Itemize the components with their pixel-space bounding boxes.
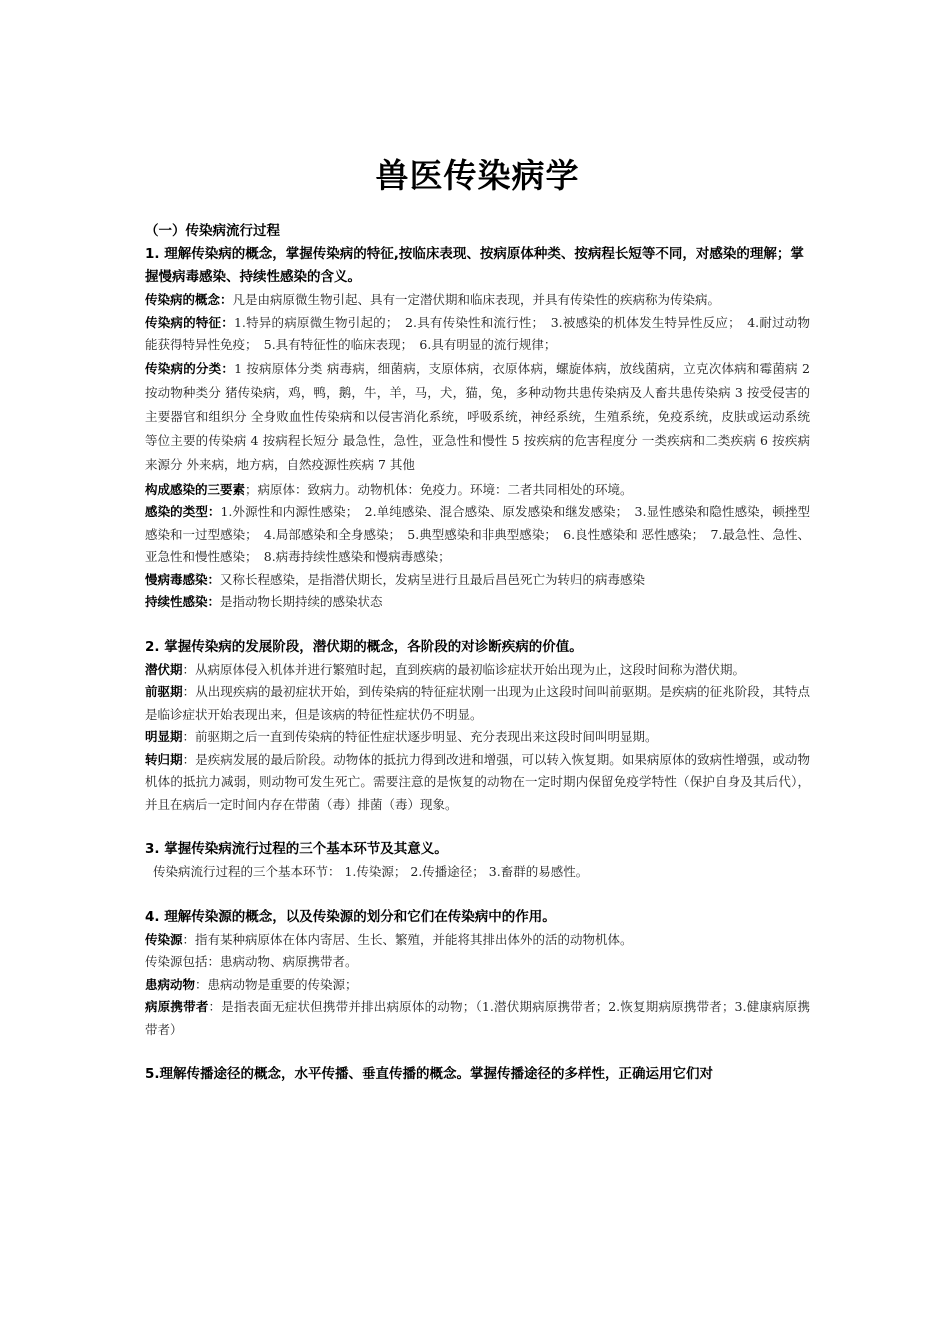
term-label: 明显期 [145, 729, 183, 744]
term-label: 传染病的分类： [145, 360, 235, 376]
term-label: 感染的类型： [145, 504, 221, 519]
term-text: ：患病动物是重要的传染源； [195, 976, 358, 992]
paragraph-three-elements [145, 479, 810, 502]
term-text: 凡是由病原微生物引起、具有一定潜伏期和临床表现，并具有传染性的疾病称为传染病。 [232, 292, 721, 307]
term-text: ：从病原体侵入机体并进行繁殖时起，直到疾病的最初临诊症状开始出现为止，这段时间称为潜伏期。 [182, 661, 746, 677]
page-title: 兽医传染病学 [375, 156, 580, 195]
term-label: 患病动物 [145, 976, 196, 992]
paragraph-prodromal [145, 681, 810, 726]
term-label: 传染源 [145, 931, 183, 947]
term-text: ：前驱期之后一直到传染病的特征性症状逐步明显、充分表现出来这段时间叫明显期。 [182, 729, 658, 744]
question-3: 3. 掌握传染病流行过程的三个基本环节及其意义。 [145, 841, 448, 857]
term-text: 1.特异的病原微生物引起的； 2.具有传染性和流行性； 3.被感染的机体发生特异性反应； 4.耐过动物能获得特异性免疫； 5.具有特征性的临床表现； 6.具有明显的流行规律； [145, 314, 810, 352]
question-2: 2. 掌握传染病的发展阶段，潜伏期的概念，各阶段的对诊断疾病的价值。 [145, 638, 583, 655]
term-label: 病原携带者 [145, 999, 209, 1014]
term-text: ；病原体：致病力。动物机体：免疫力。环境：二者共同相处的环境。 [245, 481, 633, 497]
term-text: 1.外源性和内源性感染； 2.单纯感染、混合感染、原发感染和继发感染； 3.显性感染和隐性感染，顿挫型感染和一过型感染； 4.局部感染和全身感染； 5.典型感染和非典型感染； 6.良性感染和 恶性感染； 7.最急性、急性、亚急性和慢性感染； 8.病毒持续性感染和慢病毒感染； [145, 504, 810, 564]
term-label: 传染病的特征： [145, 314, 234, 330]
term-label: 慢病毒感染： [145, 571, 221, 587]
paragraph-features [145, 312, 810, 357]
question-4: 4. 理解传染源的概念，以及传染源的划分和它们在传染病中的作用。 [145, 908, 556, 925]
section-heading: （一）传染病流行过程 [145, 223, 280, 239]
term-label: 传染病的概念： [145, 292, 233, 307]
question-5: 5.理解传播途径的概念，水平传播、垂直传播的概念。掌握传播途径的多样性，正确运用它们对 [145, 1066, 714, 1082]
paragraph-concept [145, 289, 810, 312]
term-label: 转归期 [145, 751, 183, 767]
question-1: 1. 理解传染病的概念，掌握传染病的特征,按临床表现、按病原体种类、按病程长短等不同，对感染的理解；掌握慢病毒感染、持续性感染的含义。 [145, 246, 804, 285]
paragraph-source [145, 929, 810, 952]
paragraph-carriers [145, 996, 810, 1041]
term-text: 又称长程感染，是指潜伏期长，发病呈进行且最后昌邑死亡为转归的病毒感染 [220, 571, 646, 587]
term-text: 是指动物长期持续的感染状态 [220, 594, 383, 609]
term-text: ：指有某种病原体在体内寄居、生长、繁殖，并能将其排出体外的活的动物机体。 [182, 931, 633, 947]
document-body [145, 220, 810, 1086]
paragraph-outcome [145, 749, 810, 817]
paragraph-source-includes: 传染源包括：患病动物、病原携带者。 [145, 954, 358, 969]
paragraph-three-links: 传染病流行过程的三个基本环节： 1.传染源； 2.传播途径； 3.畜群的易感性。 [153, 864, 589, 879]
term-text: ：从出现疾病的最初症状开始，到传染病的特征症状刚一出现为止这段时间叫前驱期。是疾病的征兆阶段，其特点是临诊症状开始表现出来，但是该病的特征性症状仍不明显。 [145, 684, 810, 722]
term-label: 构成感染的三要素 [145, 481, 246, 497]
paragraph-classification [145, 357, 810, 477]
term-text: ：是疾病发展的最后阶段。动物体的抵抗力得到改进和增强，可以转入恢复期。如果病原体的致病性增强，或动物机体的抵抗力减弱，则动物可发生死亡。需要注意的是恢复的动物在一定时期内保留免疫学特性（保护自身及其后代），并且在病后一定时间内存在带菌（毒）排菌（毒）现象。 [145, 751, 810, 812]
paragraph-sick-animals [145, 974, 810, 997]
paragraph-infection-types [145, 501, 810, 569]
paragraph-overt [145, 726, 810, 749]
term-label: 潜伏期 [145, 661, 183, 677]
paragraph-slow-virus [145, 569, 810, 592]
paragraph-persistent [145, 591, 810, 614]
term-label: 前驱期 [145, 684, 183, 699]
paragraph-incubation [145, 659, 810, 682]
term-text: ：是指表面无症状但携带并排出病原体的动物；（1.潜伏期病原携带者；2.恢复期病原携带者；3.健康病原携带者） [145, 999, 810, 1037]
term-label: 持续性感染： [145, 594, 221, 609]
term-text: 1 按病原体分类 病毒病，细菌病，支原体病，衣原体病，螺旋体病，放线菌病，立克次体病和霉菌病 2 按动物种类分 猪传染病，鸡，鸭，鹅，牛，羊，马，犬，猫，兔，多种动物共患传染病及人畜共患传染病 3 按受侵害的主要器官和组织分 全身败血性传染病和以侵害消化系统，呼吸系统，神经系统，生殖系统，免疫系统，皮肤或运动系统等位主要的传染病 4 按病程长短分 最急性，急性，亚急性和慢性 5 按疾病的危害程度分 一类疾病和二类疾病 6 按疾病来源分 外来病，地方病，自然疫源性疾病 7 其他 [145, 360, 810, 472]
